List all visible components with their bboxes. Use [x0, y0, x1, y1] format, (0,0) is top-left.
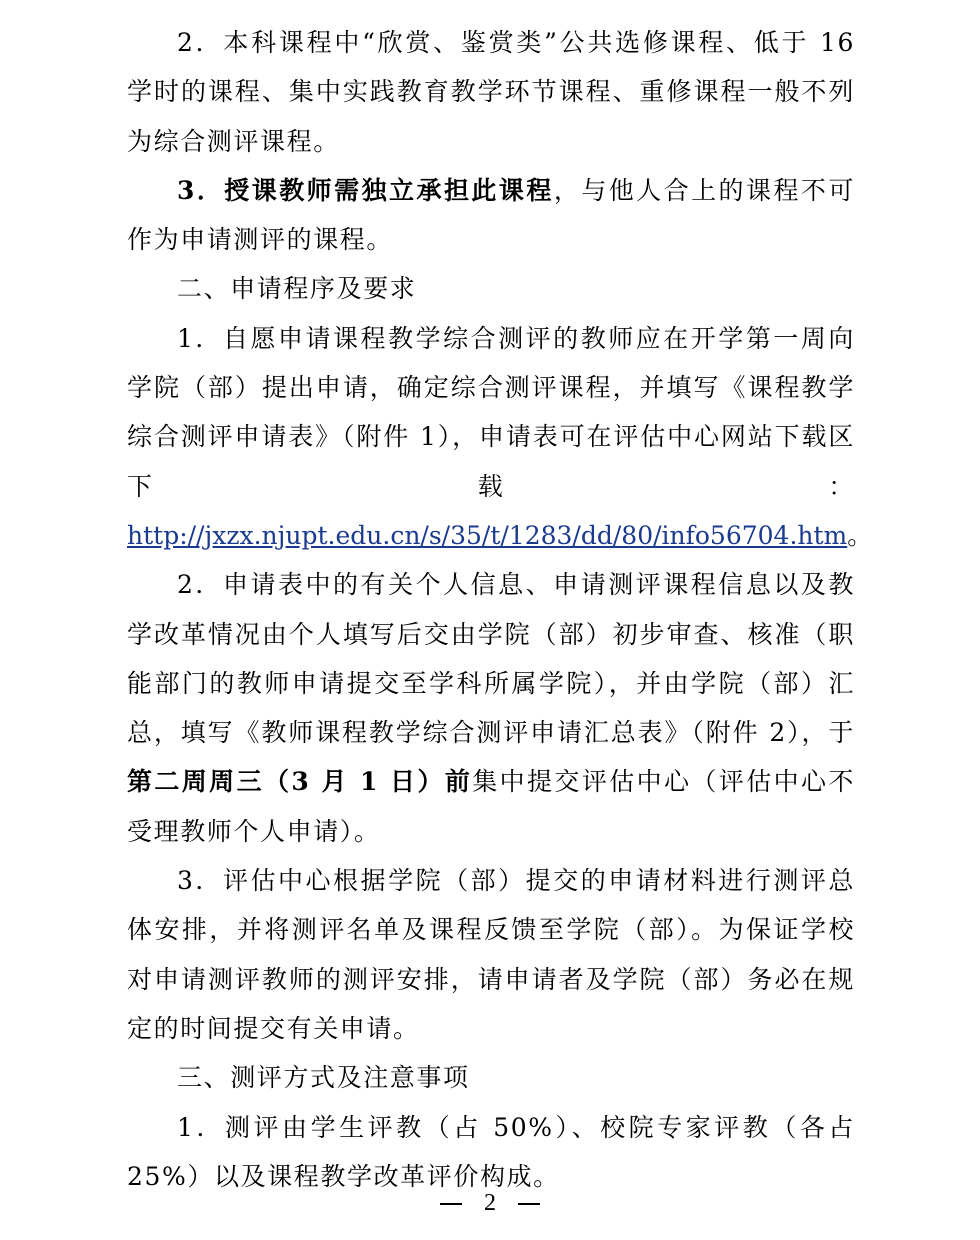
paragraph-application-submission [127, 314, 874, 560]
emphasis-deadline: 第二周周三（3 月 1 日）前 [127, 767, 473, 797]
paragraph-application-text: 1．自愿申请课程教学综合测评的教师应在开学第一周向学院（部）提出申请，确定综合测评课程，并填写《课程教学综合测评申请表》（附件 1），申请表可在评估中心网站下载区下载： [127, 323, 855, 501]
download-link[interactable]: http://jxzx.njupt.edu.cn/s/35/t/1283/dd/80/info56704.htm [127, 520, 848, 550]
section-heading-procedure: 二、申请程序及要求 [177, 274, 417, 304]
section-heading-evaluation-method: 三、测评方式及注意事项 [177, 1063, 470, 1093]
footer-dash-right [518, 1203, 540, 1205]
paragraph-evaluation-composition: 1．测评由学生评教（占 50%）、校院专家评教（各占 25%）以及课程教学改革评价构成。 [127, 1112, 855, 1191]
emphasis-independent-teaching: 3．授课教师需独立承担此课程 [177, 175, 554, 205]
paragraph-course-exclusions: 2．本科课程中“欣赏、鉴赏类”公共选修课程、低于 16 学时的课程、集中实践教育教学环节课程、重修课程一般不列为综合测评课程。 [127, 28, 855, 156]
paragraph-evaluation-arrangement: 3．评估中心根据学院（部）提交的申请材料进行测评总体安排，并将测评名单及课程反馈至学院（部）。为保证学校对申请测评教师的测评安排，请申请者及学院（部）务必在规定的时间提交有关申请。 [127, 866, 855, 1043]
paragraph-review-text: 2．申请表中的有关个人信息、申请测评课程信息以及教学改革情况由个人填写后交由学院（部）初步审查、核准（职能部门的教师申请提交至学科所属学院），并由学院（部）汇总，填写《教师课程教学综合测评申请汇总表》（附件 2），于 [127, 570, 855, 748]
page-number: 2 [484, 1190, 496, 1216]
page-footer [0, 1182, 980, 1222]
paragraph-independent-teaching [127, 166, 855, 265]
document-body [127, 18, 874, 1201]
paragraph-independent-teaching-rest: ，与他人合上的课程不可作为申请测评的课程。 [127, 175, 855, 255]
paragraph-review-text-end: 集中提交评估中心（评估中心不受理教师个人申请）。 [127, 767, 855, 846]
paragraph-application-end: 。 [847, 520, 874, 550]
footer-dash-left [440, 1203, 462, 1205]
paragraph-application-review [127, 560, 855, 856]
